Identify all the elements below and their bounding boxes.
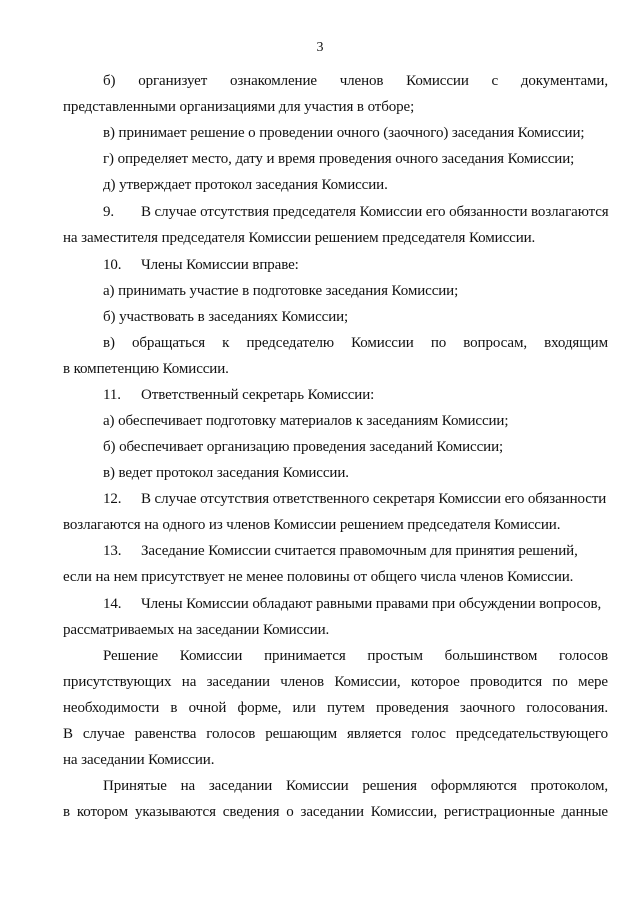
page-number: 3 (316, 40, 324, 55)
text-line: в котором указываются сведения о заседании Комиссии, регистрационные данные (63, 804, 608, 820)
text-line: г) определяет место, дату и время проведения очного заседания Комиссии; (103, 151, 575, 167)
text-line: рассматриваемых на заседании Комиссии. (63, 622, 330, 638)
text-line: В случае равенства голосов решающим является голос председательствующего (63, 726, 608, 742)
clause-text: В случае отсутствия председателя Комиссии его обязанности возлагаются (141, 204, 609, 220)
clause-number: 14. (103, 596, 122, 612)
clause-number: 11. (103, 387, 121, 403)
text-line: в) обращаться к председателю Комиссии по вопросам, входящим (103, 335, 608, 351)
text-line: б) обеспечивает организацию проведения заседаний Комиссии; (103, 439, 504, 455)
clause-text: В случае отсутствия ответственного секретаря Комиссии его обязанности (141, 491, 607, 507)
text-line: возлагаются на одного из членов Комиссии решением председателя Комиссии. (63, 517, 561, 533)
text-line: в компетенцию Комиссии. (63, 361, 229, 377)
clause-text: Члены Комиссии обладают равными правами при обсуждении вопросов, (141, 596, 602, 612)
text-line: присутствующих на заседании членов Комиссии, которое проводится по мере (63, 674, 608, 690)
text-line: представленными организациями для участия в отборе; (63, 99, 415, 115)
text-line: в) ведет протокол заседания Комиссии. (103, 465, 349, 481)
clause-text: Члены Комиссии вправе: (141, 257, 299, 273)
text-line: необходимости в очной форме, или путем проведения заочного голосования. (63, 700, 608, 716)
clause-9 (103, 203, 609, 221)
clause-number: 10. (103, 257, 122, 273)
text-line: д) утверждает протокол заседания Комиссии. (103, 177, 388, 193)
clause-11 (103, 386, 374, 404)
clause-number: 13. (103, 543, 122, 559)
text-line: Решение Комиссии принимается простым большинством голосов (103, 648, 608, 664)
text-line: в) принимает решение о проведении очного (заочного) заседания Комиссии; (103, 125, 585, 141)
text-line: а) принимать участие в подготовке заседания Комиссии; (103, 283, 459, 299)
text-line: а) обеспечивает подготовку материалов к заседаниям Комиссии; (103, 413, 509, 429)
text-line: б) организует ознакомление членов Комиссии с документами, (103, 73, 608, 89)
text-line: если на нем присутствует не менее половины от общего числа членов Комиссии. (63, 569, 574, 585)
text-line: на заместителя председателя Комиссии решением председателя Комиссии. (63, 230, 536, 246)
clause-14 (103, 595, 601, 613)
clause-10 (103, 256, 299, 274)
text-line: на заседании Комиссии. (63, 752, 215, 768)
clause-12 (103, 490, 606, 508)
clause-number: 9. (103, 204, 115, 220)
clause-text: Заседание Комиссии считается правомочным для принятия решений, (141, 543, 578, 559)
text-line: б) участвовать в заседаниях Комиссии; (103, 309, 349, 325)
clause-13 (103, 542, 578, 560)
clause-number: 12. (103, 491, 122, 507)
text-line: Принятые на заседании Комиссии решения оформляются протоколом, (103, 778, 608, 794)
clause-text: Ответственный секретарь Комиссии: (141, 387, 375, 403)
